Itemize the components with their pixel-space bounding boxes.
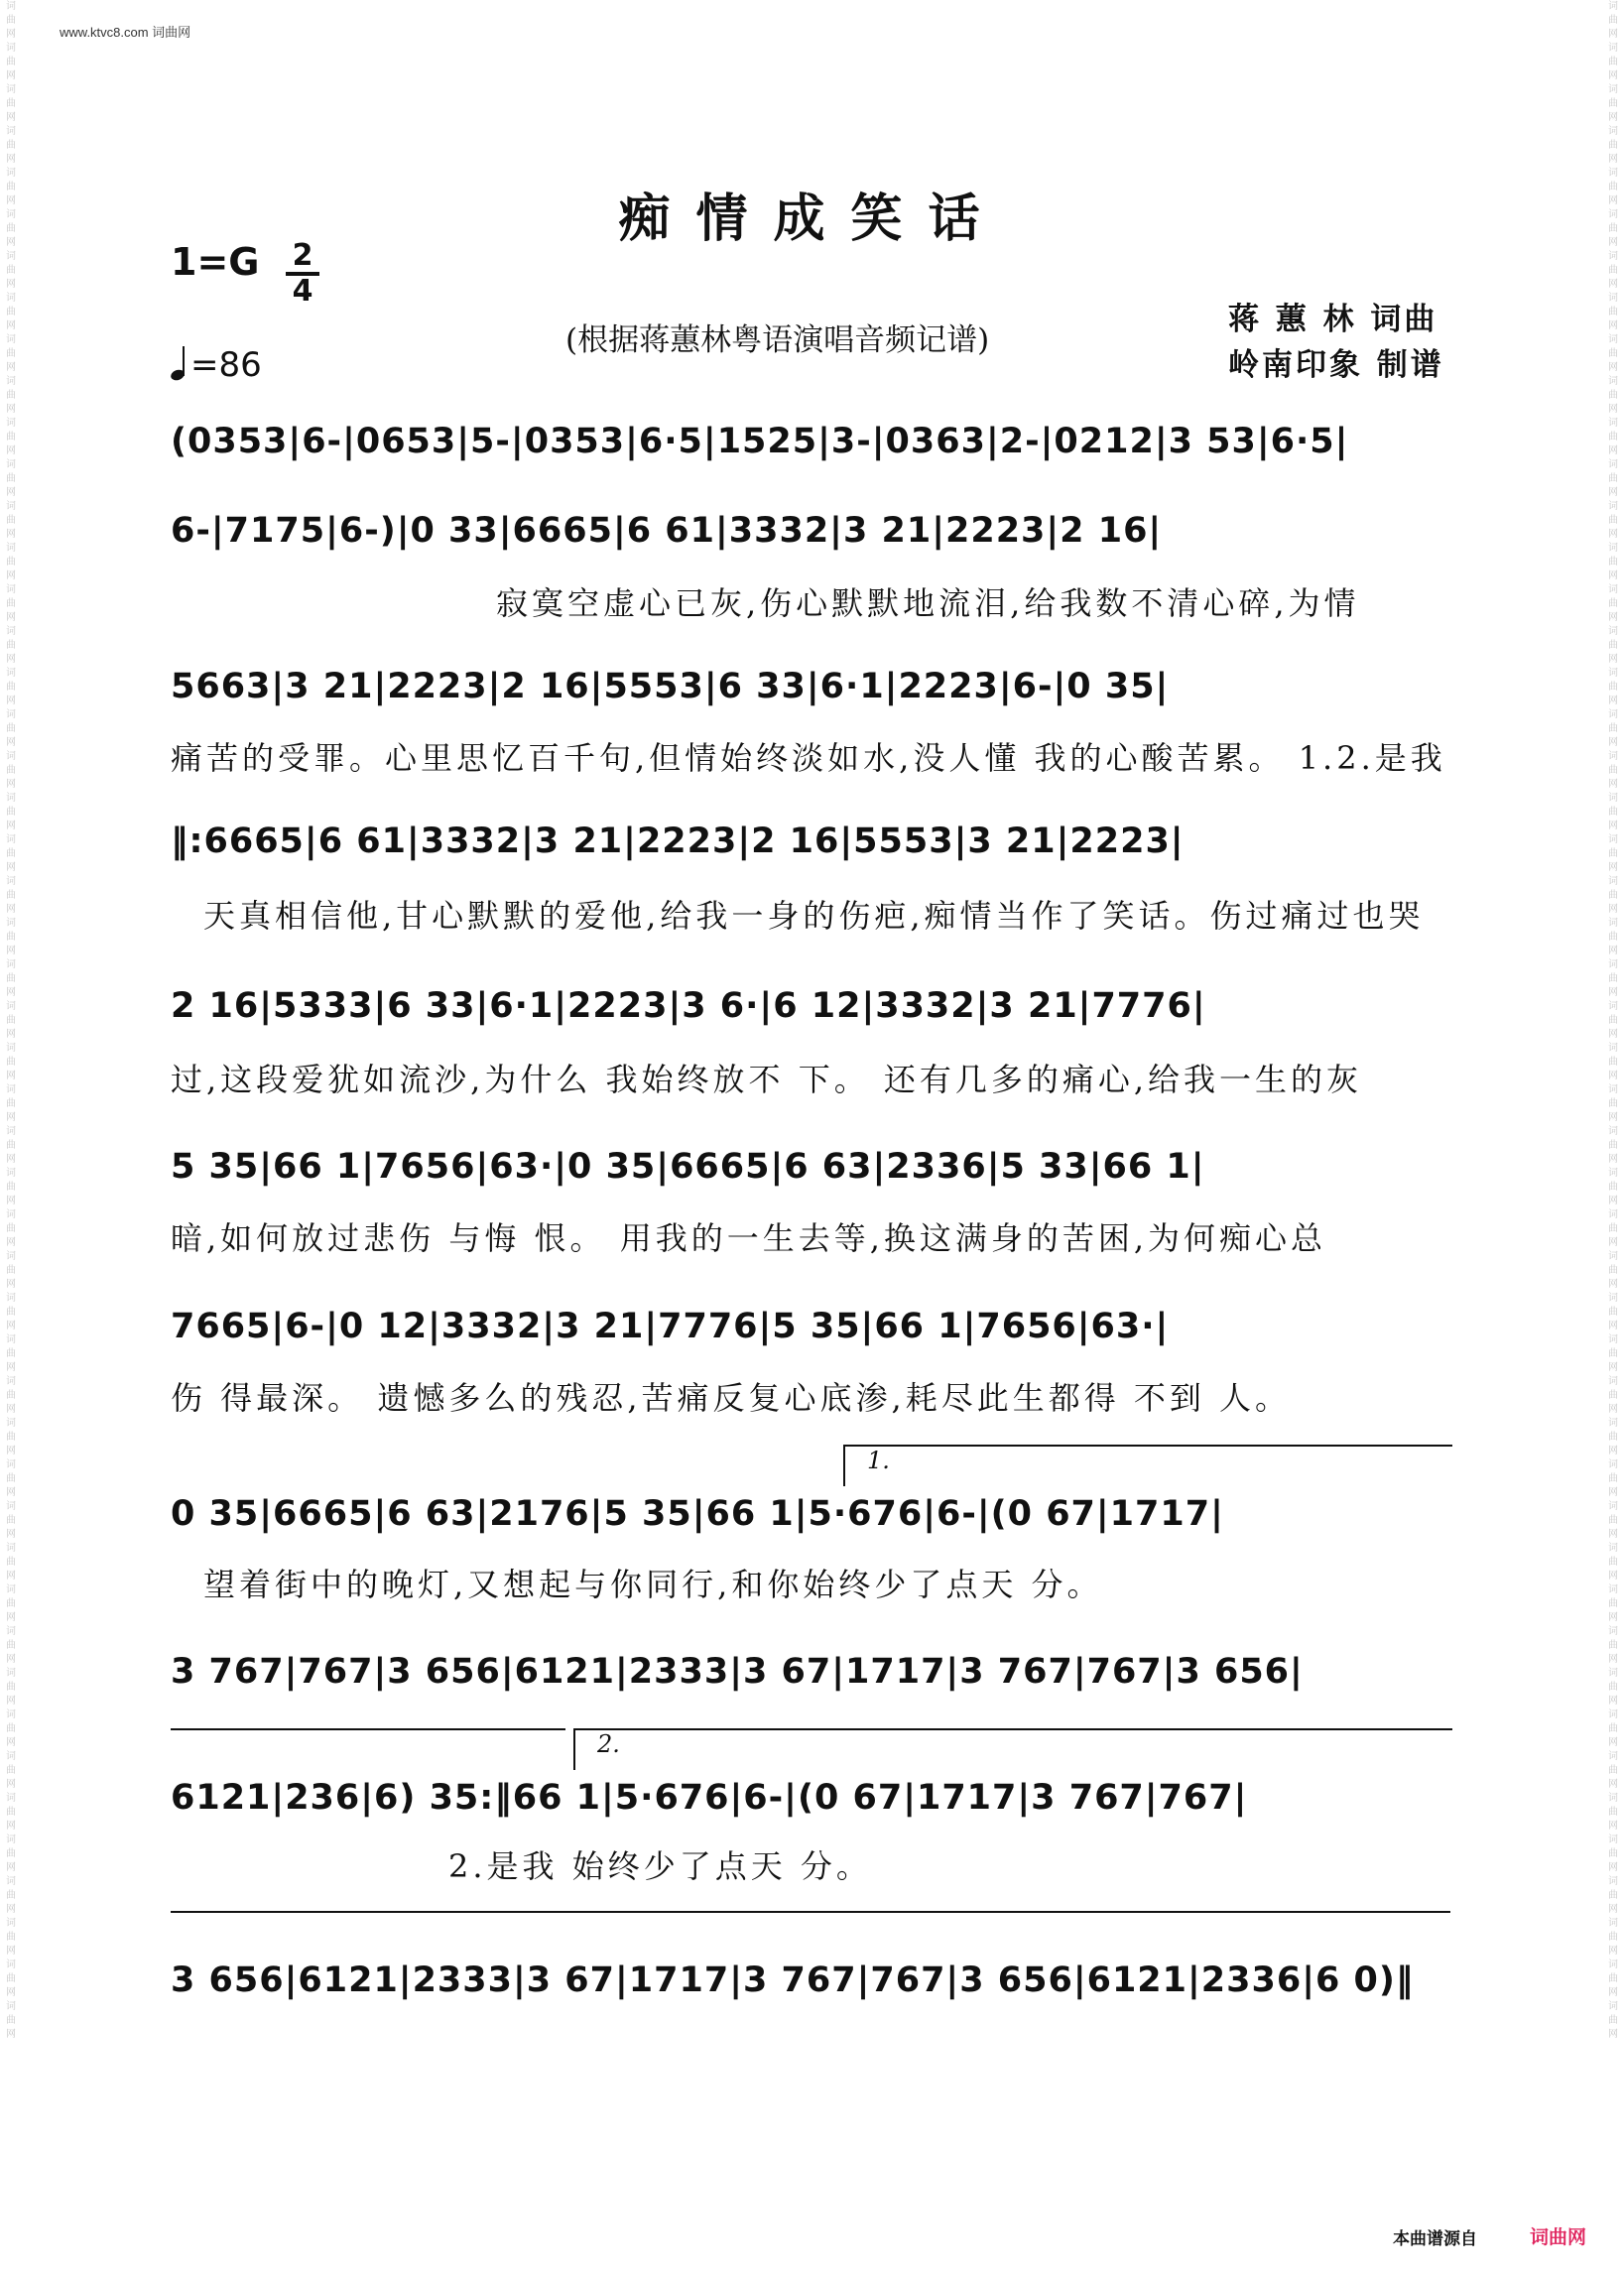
time-signature-top: 2	[292, 238, 313, 273]
lyric-line-7: 望着街中的晚灯,又想起与你同行,和你始终少了点天 分。	[203, 1566, 1103, 1603]
site-logo[interactable]: 词曲网	[1530, 2226, 1587, 2248]
lyric-line-6: 伤 得最深。 遗憾多么的残忍,苦痛反复心底渗,耗尽此生都得 不到 人。	[171, 1379, 1292, 1417]
music-line-9: 3 767|767|3 656|6121|2333|3 67|1717|3 767|767|3 656|	[171, 1652, 1304, 1692]
composer-credit: 蒋 蕙 林 词曲	[1228, 302, 1438, 337]
music-line-4: ‖:6665|6 61|3332|3 21|2223|2 16|5553|3 21|2223|	[171, 822, 1185, 861]
site-url[interactable]: www.ktvc8.com 词曲网	[60, 25, 191, 40]
watermark-right: 词曲网词曲网词曲网词曲网词曲网词曲网词曲网词曲网词曲网词曲网词曲网词曲网词曲网词曲网词曲网词曲网词曲网词曲网词曲网词曲网词曲网词曲网词曲网词曲网词曲网词曲网词曲网词曲网词曲网词曲网词曲网词曲网词曲网词曲网词曲网词曲网词曲网词曲网词曲网词曲网词曲网词曲网词曲网词曲网词曲网词曲网词曲网词曲网词曲网	[1608, 1, 1618, 2040]
volta-2-continuation	[171, 1911, 1450, 1913]
music-line-6: 5 35|66 1|7656|63·|0 35|6665|6 63|2336|5 33|66 1|	[171, 1147, 1205, 1187]
tempo-marking	[171, 345, 262, 385]
lyric-line-5: 暗,如何放过悲伤 与悔 恨。 用我的一生去等,换这满身的苦困,为何痴心总	[171, 1219, 1327, 1257]
lyric-line-1: 寂寞空虚心已灰,伤心默默地流泪,给我数不清心碎,为情	[496, 584, 1360, 622]
quarter-note-icon	[171, 346, 185, 380]
watermark-left: 词曲网词曲网词曲网词曲网词曲网词曲网词曲网词曲网词曲网词曲网词曲网词曲网词曲网词曲网词曲网词曲网词曲网词曲网词曲网词曲网词曲网词曲网词曲网词曲网词曲网词曲网词曲网词曲网词曲网词曲网词曲网词曲网词曲网词曲网词曲网词曲网词曲网词曲网词曲网词曲网词曲网词曲网词曲网词曲网词曲网词曲网词曲网词曲网词曲网	[6, 1, 16, 2040]
volta-bracket-2	[573, 1728, 1452, 1770]
volta-bracket-1	[843, 1445, 1452, 1486]
subtitle: (根据蒋蕙林粤语演唱音频记谱)	[565, 322, 990, 358]
song-title: 痴情成笑话	[618, 189, 1006, 249]
arranger-credit: 岭南印象 制谱	[1228, 347, 1444, 383]
music-line-3: 5663|3 21|2223|2 16|5553|6 33|6·1|2223|6-|0 35|	[171, 667, 1170, 706]
music-line-7: 7665|6-|0 12|3332|3 21|7776|5 35|66 1|7656|63·|	[171, 1307, 1170, 1346]
music-line-1: (0353|6-|0653|5-|0353|6·5|1525|3-|0363|2-|0212|3 53|6·5|	[171, 422, 1349, 461]
music-line-5: 2 16|5333|6 33|6·1|2223|3 6·|6 12|3332|3 21|7776|	[171, 986, 1206, 1026]
lyric-line-2: 痛苦的受罪。心里思忆百千句,但情始终淡如水,没人懂 我的心酸苦累。 1.2.是我	[171, 739, 1446, 777]
volta-label-2: 2.	[597, 1730, 620, 1758]
volta-1-continuation	[171, 1728, 565, 1730]
tempo-value: =86	[190, 345, 262, 385]
music-line-8: 0 35|6665|6 63|2176|5 35|66 1|5·676|6-|(0 67|1717|	[171, 1494, 1224, 1534]
time-signature-bottom: 4	[292, 274, 313, 309]
source-label: 本曲谱源自	[1393, 2229, 1477, 2248]
lyric-line-4: 过,这段爱犹如流沙,为什么 我始终放不 下。 还有几多的痛心,给我一生的灰	[171, 1061, 1363, 1098]
music-line-11: 3 656|6121|2333|3 67|1717|3 767|767|3 656|6121|2336|6 0)‖	[171, 1961, 1415, 2000]
music-line-2: 6-|7175|6-)|0 33|6665|6 61|3332|3 21|2223|2 16|	[171, 511, 1163, 551]
volta-label-1: 1.	[867, 1447, 890, 1474]
music-line-10: 6121|236|6) 35:‖66 1|5·676|6-|(0 67|1717|3 767|767|	[171, 1778, 1248, 1818]
key-signature: 1=G	[171, 240, 260, 284]
lyric-line-3: 天真相信他,甘心默默的爱他,给我一身的伤疤,痴情当作了笑话。伤过痛过也哭	[203, 897, 1425, 935]
lyric-line-8: 2.是我 始终少了点天 分。	[448, 1847, 872, 1885]
time-signature	[286, 238, 319, 309]
